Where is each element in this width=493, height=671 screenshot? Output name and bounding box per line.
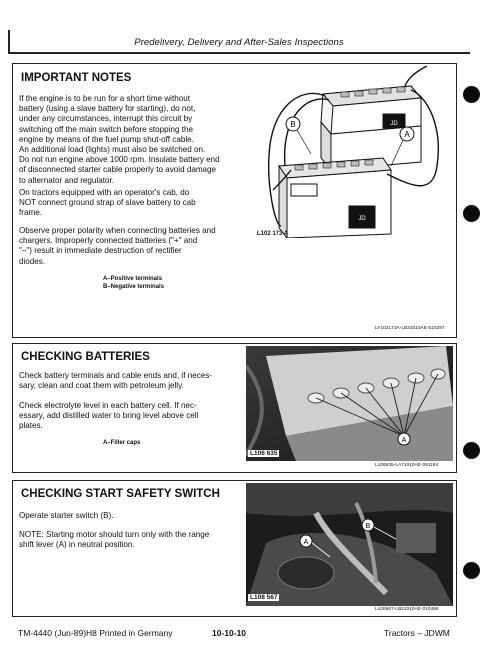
header-rule — [8, 52, 470, 54]
paragraph-2 — [19, 530, 209, 550]
range-shift-lever-photo — [246, 483, 453, 606]
legend-positive: A–Positive terminals — [103, 276, 163, 282]
svg-text:A: A — [404, 130, 410, 139]
text-line: battery (using a slave battery for starting), do not, — [19, 104, 196, 114]
text-line: NOTE: Starting motor should turn only with the range — [19, 530, 210, 539]
figure-code: L106635-LA71010AE-091184 — [375, 463, 439, 468]
svg-text:A: A — [401, 437, 407, 444]
svg-text:B: B — [290, 120, 296, 129]
text-line: plates. — [19, 421, 43, 431]
text-line: "–") result in immediate destruction of rectifier — [19, 246, 182, 256]
page-number: 10-10-10 — [212, 628, 247, 638]
footer-left: TM-4440 (Jun-89)H8 Printed in Germany — [18, 628, 173, 638]
text-line: essary, add distilled water to bring level above cell — [19, 411, 199, 421]
paragraph-1 — [19, 511, 113, 521]
binder-hole-marker — [463, 86, 480, 103]
text-line: chargers. Improperly connected batteries ("+" and — [19, 236, 198, 246]
binder-hole-marker — [463, 562, 480, 579]
footer-right: Tractors – JDWM — [384, 628, 450, 638]
text-line: of disconnected starter cable properly to avoid damage — [19, 165, 217, 175]
text-line: diodes. — [19, 256, 46, 266]
text-line: NOT connect ground strap of slave battery to cab — [19, 198, 196, 208]
text-line: sary, clean and coat them with petroleum jelly. — [19, 381, 184, 391]
figure-label: L108 567 — [250, 594, 278, 601]
start-safety-switch-section — [12, 480, 457, 617]
text-line: under any circumstances, interrupt this circuit by — [19, 114, 193, 124]
paragraph-1 — [19, 371, 212, 391]
text-line: to alternator and regulator. — [19, 175, 114, 185]
paragraph-3 — [19, 226, 216, 267]
text-line: Operate starter switch (B). — [19, 511, 114, 520]
svg-text:A: A — [303, 539, 309, 546]
figure-label: L102 173 A — [257, 231, 289, 237]
section-title: IMPORTANT NOTES — [21, 72, 132, 84]
page-header-title: Predelivery, Delivery and After-Sales Inspections — [134, 37, 344, 48]
text-line: An additional load (lights) must also be switched on. — [19, 145, 206, 155]
text-line: frame. — [19, 208, 42, 218]
text-line: shift lever (A) in neutral position. — [19, 540, 135, 550]
text-line: Check electrolyte level in each battery cell. If nec- — [19, 401, 197, 410]
paragraph-1 — [19, 94, 220, 186]
svg-text:B: B — [365, 523, 371, 530]
callout-b — [286, 117, 300, 131]
text-line: switching off the main switch before stopping the — [19, 124, 193, 134]
checking-batteries-section — [12, 343, 457, 473]
figure-code: L108567-LB21010AE-010486 — [375, 607, 439, 612]
svg-text:JD: JD — [358, 216, 366, 222]
text-line: engine by means of the fuel pump shut-off cable. — [19, 134, 194, 144]
legend-filler-caps: A–Filler caps — [103, 440, 141, 446]
paragraph-2 — [19, 188, 196, 219]
svg-text:JD: JD — [390, 121, 398, 127]
section-title: CHECKING BATTERIES — [21, 351, 150, 363]
important-notes-section — [12, 63, 457, 338]
figure-label: L106 635 — [250, 450, 278, 457]
battery-photo — [246, 346, 453, 461]
binder-hole-marker — [463, 442, 480, 459]
legend-negative: B–Negative terminals — [103, 284, 165, 290]
callout-a — [400, 127, 414, 141]
text-line: Observe proper polarity when connecting batteries and — [19, 226, 216, 235]
paragraph-2 — [19, 401, 198, 432]
text-line: On tractors equipped with an operator's cab, do — [19, 188, 190, 197]
text-line: Check battery terminals and cable ends and, if neces- — [19, 371, 213, 380]
binder-hole-marker — [463, 205, 480, 222]
slave-battery-diagram — [251, 66, 451, 238]
figure-code: LY102173A-LB31010AE-010287 — [375, 326, 445, 331]
text-line: If the engine is to be run for a short time without — [19, 94, 190, 103]
text-line: Do not run engine above 1000 rpm. Insulate battery end — [19, 155, 220, 165]
section-title: CHECKING START SAFETY SWITCH — [21, 488, 220, 500]
lower-battery — [279, 158, 391, 238]
